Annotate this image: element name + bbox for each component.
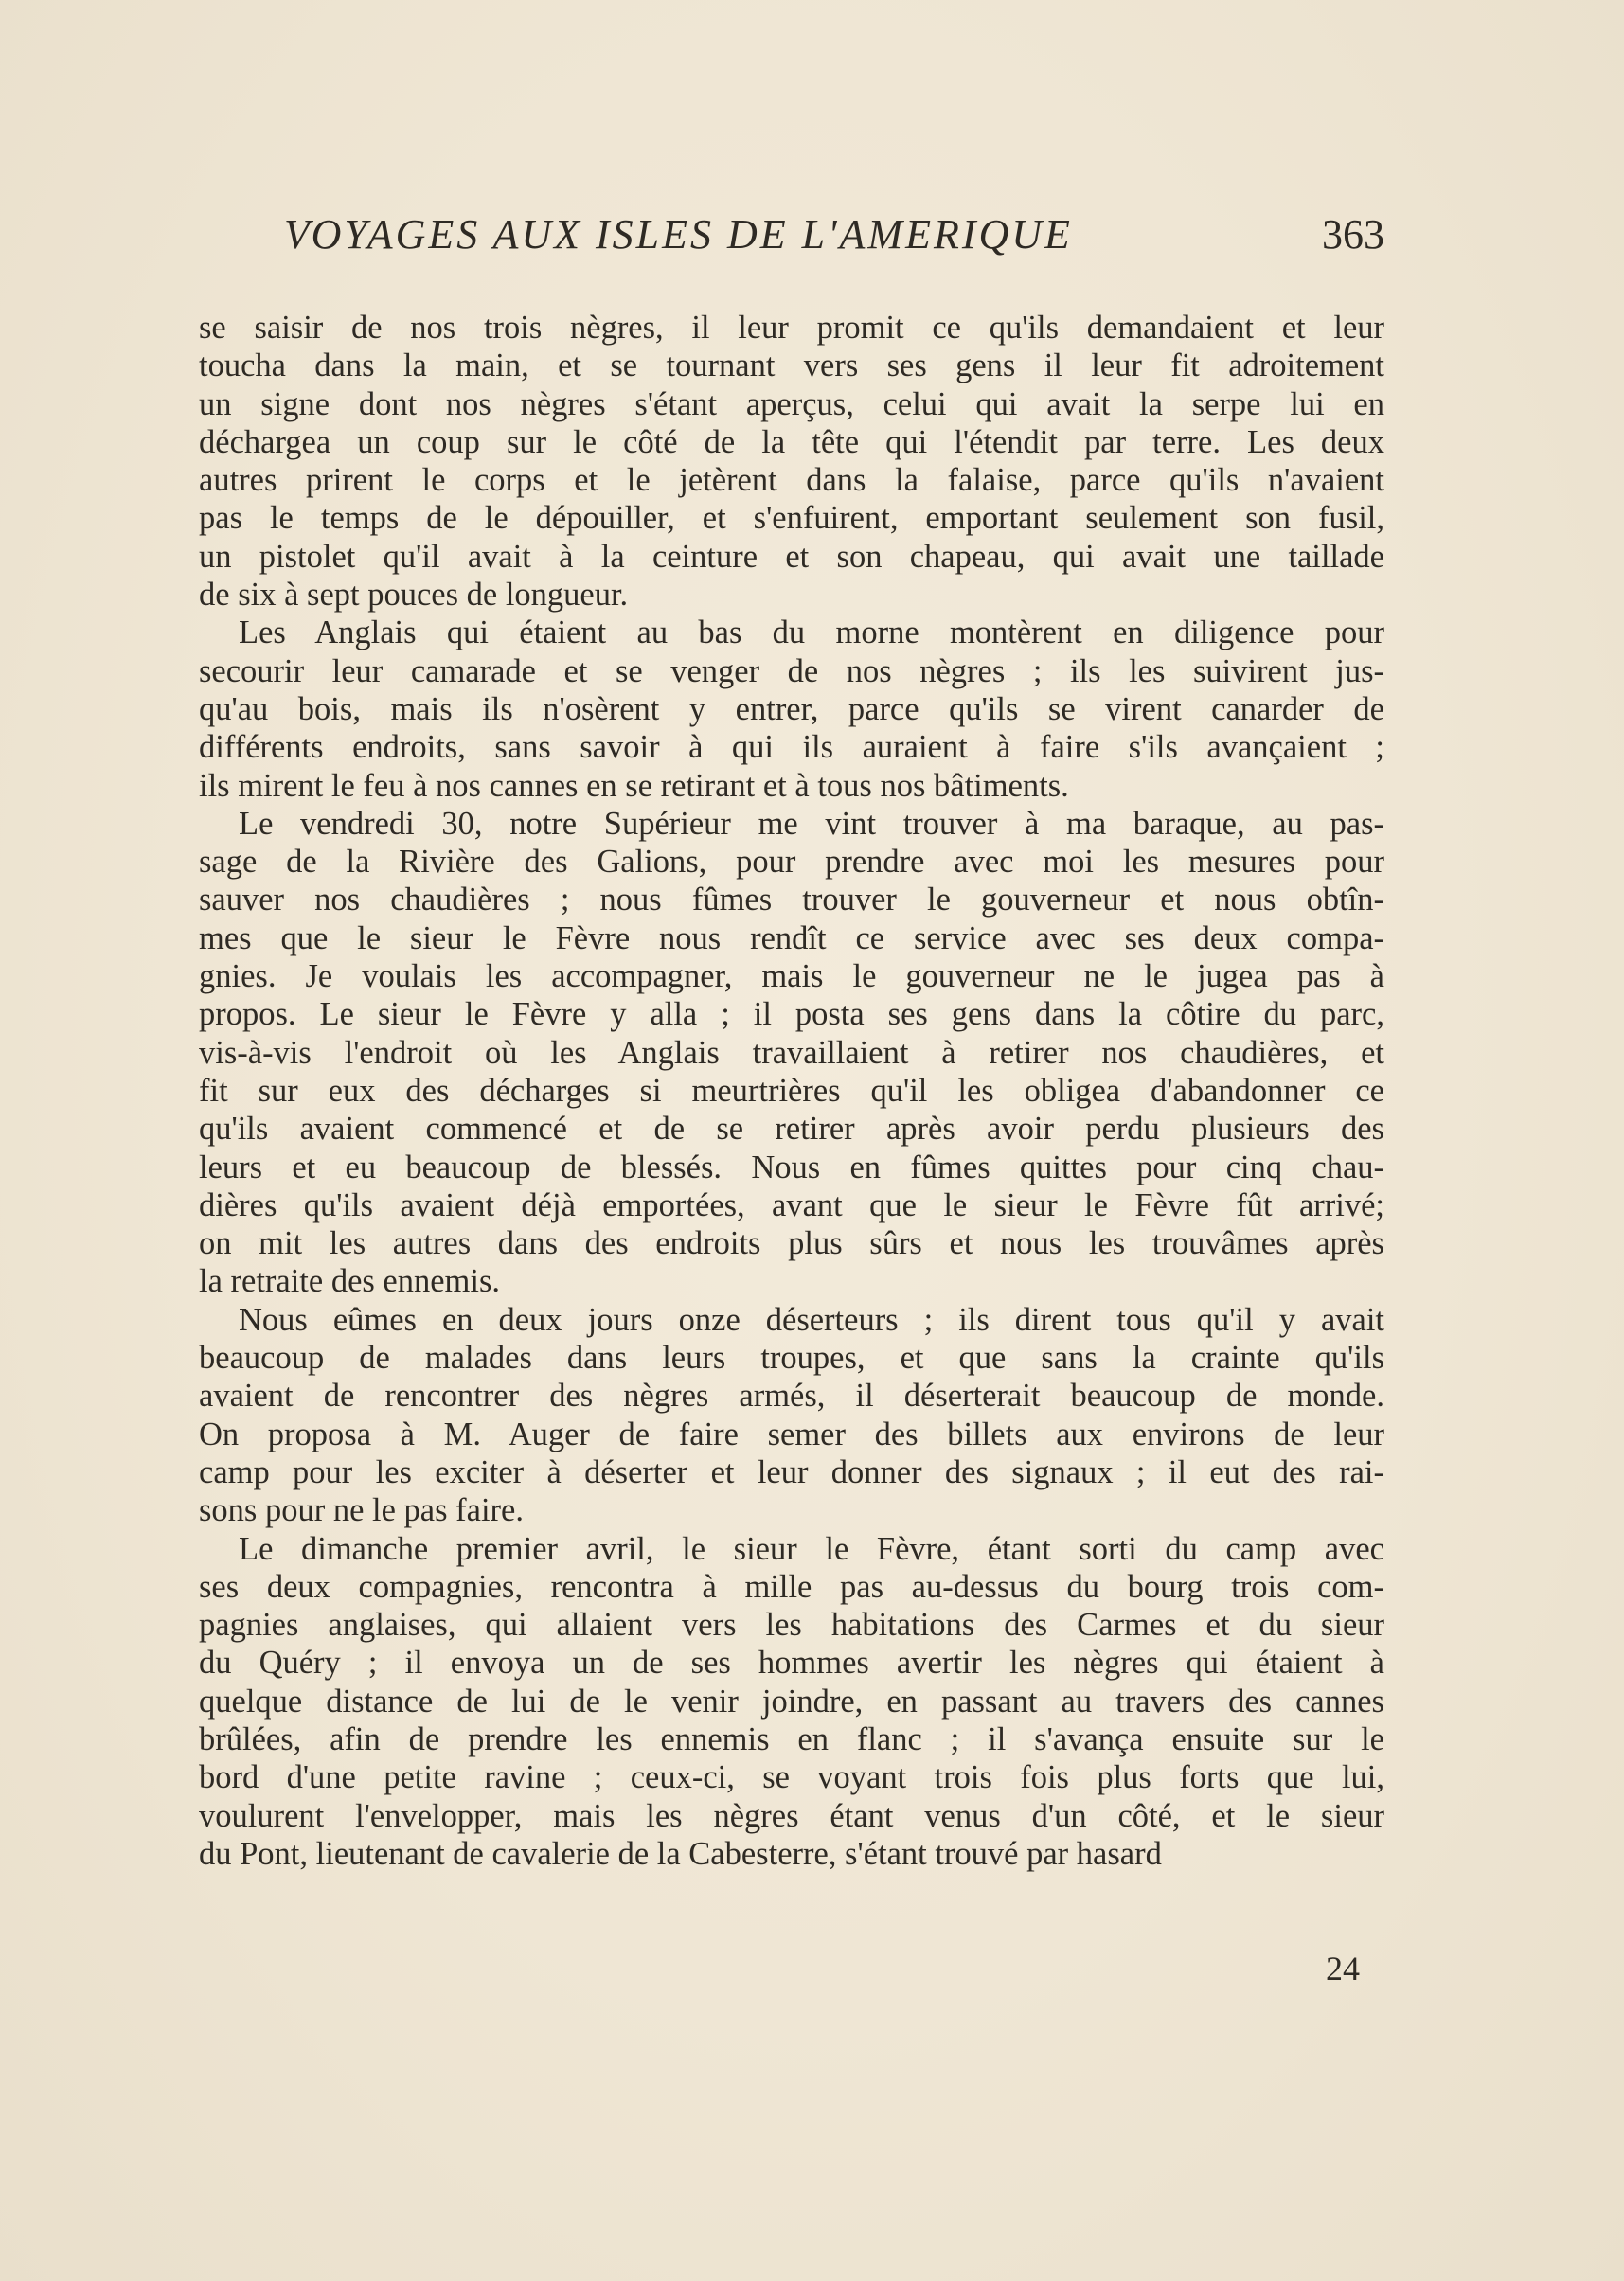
text-line: pas le temps de le dépouiller, et s'enfuirent, emportant seulement son fusil,	[199, 500, 1384, 537]
text-line: sauver nos chaudières ; nous fûmes trouver le gouverneur et nous obtîn-	[199, 882, 1384, 918]
text-line: dières qu'ils avaient déjà emportées, avant que le sieur le Fèvre fût arrivé;	[199, 1186, 1384, 1223]
text-line: camp pour les exciter à déserter et leur donner des signaux ; il eut des rai-	[199, 1453, 1384, 1490]
text-line: avaient de rencontrer des nègres armés, il déserterait beaucoup de monde.	[199, 1378, 1384, 1415]
text-line: qu'ils avaient commencé et de se retirer après avoir perdu plusieurs des	[199, 1111, 1384, 1148]
text-line: bord d'une petite ravine ; ceux-ci, se voyant trois fois plus forts que lui,	[199, 1759, 1384, 1796]
text-line: propos. Le sieur le Fèvre y alla ; il posta ses gens dans la côtire du parc,	[199, 996, 1384, 1033]
text-line: de six à sept pouces de longueur.	[199, 577, 629, 614]
running-title: VOYAGES AUX ISLES DE L'AMERIQUE	[284, 211, 1073, 258]
text-line: Nous eûmes en deux jours onze déserteurs ; ils dirent tous qu'il y avait	[239, 1301, 1384, 1338]
text-line: un signe dont nos nègres s'étant aperçus, celui qui avait la serpe lui en	[199, 385, 1384, 422]
text-line: qu'au bois, mais ils n'osèrent y entrer, parce qu'ils se virent canarder de	[199, 690, 1384, 727]
page-header	[284, 210, 1384, 267]
text-line: se saisir de nos trois nègres, il leur promit ce qu'ils demandaient et leur	[199, 310, 1384, 346]
text-line: la retraite des ennemis.	[199, 1263, 501, 1300]
page-number: 363	[1322, 211, 1384, 258]
text-line: pagnies anglaises, qui allaient vers les habitations des Carmes et du sieur	[199, 1607, 1384, 1644]
text-line: fit sur eux des décharges si meurtrières qu'il les obligea d'abandonner ce	[199, 1072, 1384, 1109]
text-line: autres prirent le corps et le jetèrent dans la falaise, parce qu'ils n'avaient	[199, 462, 1384, 499]
text-line: vis-à-vis l'endroit où les Anglais travaillaient à retirer nos chaudières, et	[199, 1034, 1384, 1071]
text-line: Le vendredi 30, notre Supérieur me vint trouver à ma baraque, au pas-	[239, 805, 1384, 842]
text-line: différents endroits, sans savoir à qui ils auraient à faire s'ils avançaient ;	[199, 729, 1384, 766]
text-line: leurs et eu beaucoup de blessés. Nous en fûmes quittes pour cinq chau-	[199, 1149, 1384, 1185]
text-line: brûlées, afin de prendre les ennemis en flanc ; il s'avança ensuite sur le	[199, 1720, 1384, 1757]
text-line: beaucoup de malades dans leurs troupes, et que sans la crainte qu'ils	[199, 1340, 1384, 1377]
text-line: mes que le sieur le Fèvre nous rendît ce service avec ses deux compa-	[199, 919, 1384, 956]
text-line: voulurent l'envelopper, mais les nègres étant venus d'un côté, et le sieur	[199, 1797, 1384, 1834]
text-line: secourir leur camarade et se venger de nos nègres ; ils les suivirent jus-	[199, 652, 1384, 689]
text-line: sage de la Rivière des Galions, pour prendre avec moi les mesures pour	[199, 844, 1384, 881]
text-line: du Quéry ; il envoya un de ses hommes avertir les nègres qui étaient à	[199, 1645, 1384, 1682]
text-line: on mit les autres dans des endroits plus sûrs et nous les trouvâmes après	[199, 1225, 1384, 1262]
text-line: ils mirent le feu à nos cannes en se retirant et à tous nos bâtiments.	[199, 767, 1069, 804]
text-line: On proposa à M. Auger de faire semer des billets aux environs de leur	[199, 1416, 1384, 1452]
text-line: du Pont, lieutenant de cavalerie de la Cabesterre, s'étant trouvé par hasard	[199, 1835, 1162, 1872]
text-line: ses deux compagnies, rencontra à mille pas au-dessus du bourg trois com-	[199, 1568, 1384, 1605]
text-line: gnies. Je voulais les accompagner, mais le gouverneur ne le jugea pas à	[199, 958, 1384, 995]
text-line: sons pour ne le pas faire.	[199, 1492, 524, 1529]
text-line: quelque distance de lui de le venir joindre, en passant au travers des cannes	[199, 1683, 1384, 1720]
text-line: un pistolet qu'il avait à la ceinture et son chapeau, qui avait une taillade	[199, 538, 1384, 575]
signature-mark: 24	[1326, 1950, 1360, 1987]
text-line: Les Anglais qui étaient au bas du morne montèrent en diligence pour	[239, 615, 1384, 651]
body-text	[199, 309, 1384, 1873]
text-line: toucha dans la main, et se tournant vers ses gens il leur fit adroitement	[199, 347, 1384, 384]
text-line: déchargea un coup sur le côté de la tête qui l'étendit par terre. Les deux	[199, 423, 1384, 460]
text-line: Le dimanche premier avril, le sieur le Fèvre, étant sorti du camp avec	[239, 1530, 1384, 1567]
